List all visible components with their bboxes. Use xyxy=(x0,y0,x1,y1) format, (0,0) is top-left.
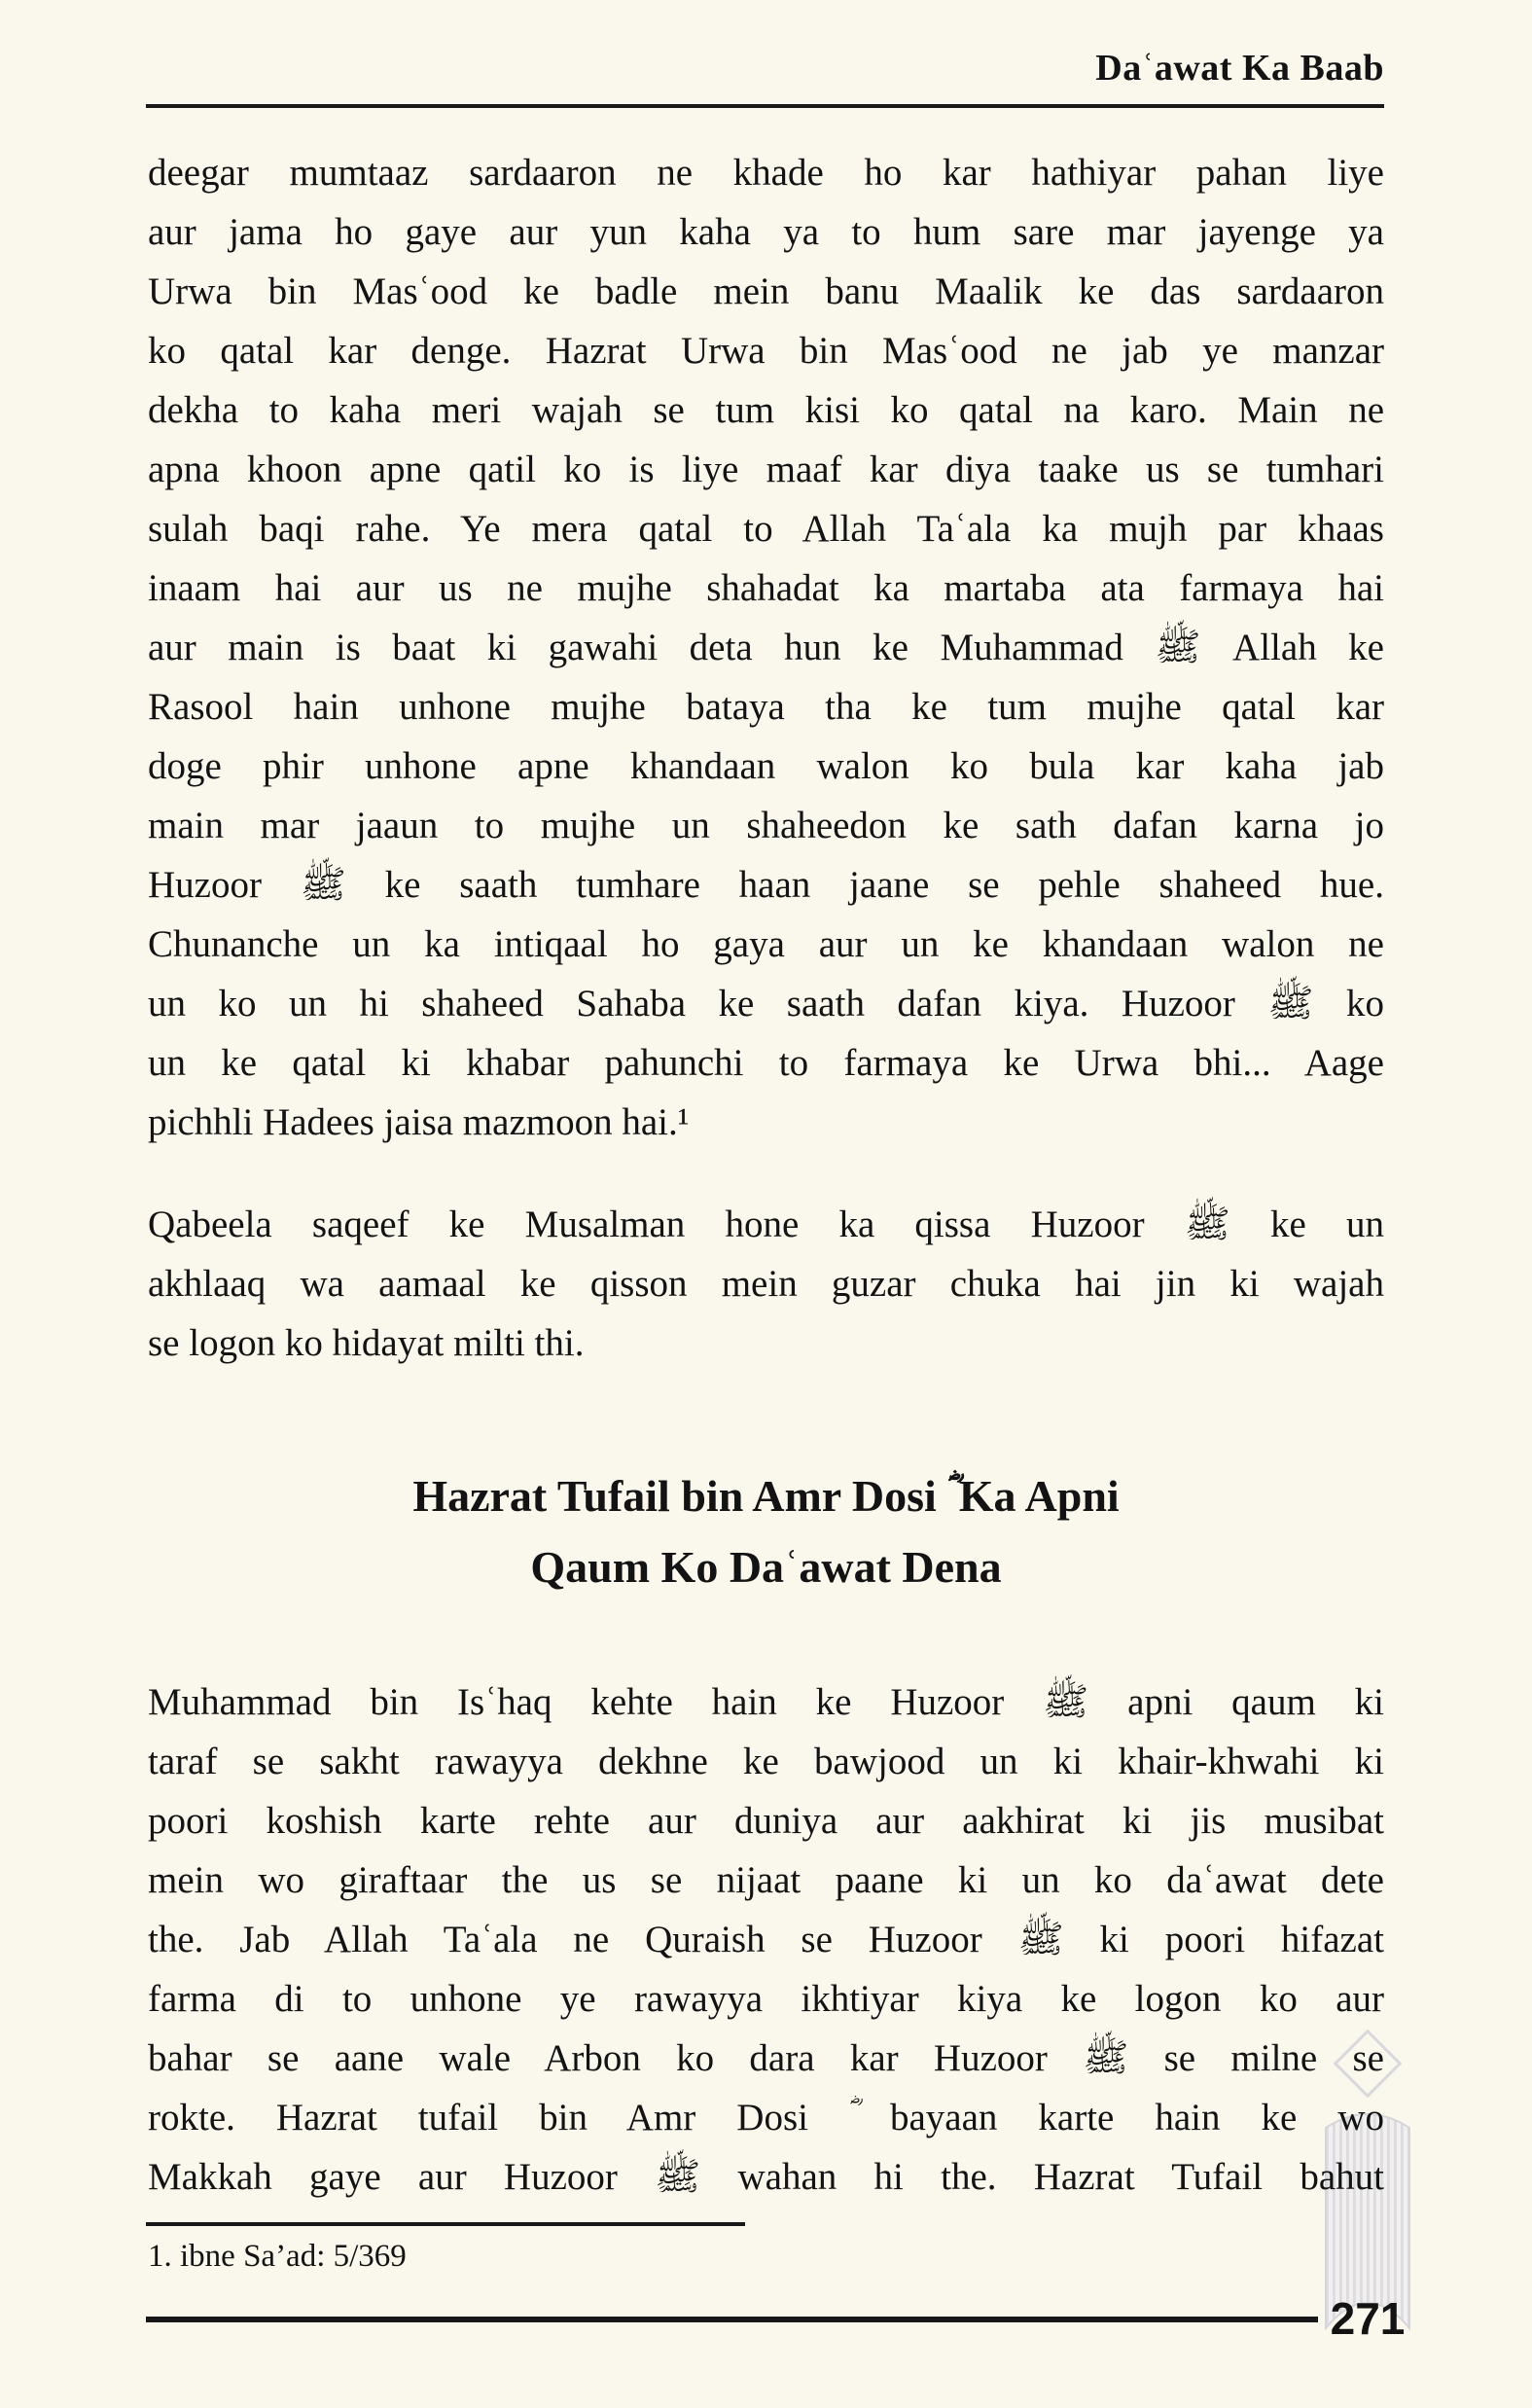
page-header-title: Daʿawat Ka Baab xyxy=(1095,48,1384,89)
section-heading xyxy=(148,1460,1384,1602)
text-line: Qabeela saqeef ke Musalman hone ka qissa Huzoor ﷺ ke un xyxy=(148,1204,1384,1245)
text-line: Makkah gaye aur Huzoor ﷺ wahan hi the. Hazrat Tufail bahut xyxy=(148,2156,1384,2198)
text-line: poori koshish karte rehte aur duniya aur aakhirat ki jis musibat xyxy=(148,1800,1384,1842)
text-line: Urwa bin Masʿood ke badle mein banu Maalik ke das sardaaron xyxy=(148,270,1384,312)
text-line: akhlaaq wa aamaal ke qisson mein guzar chuka hai jin ki wajah xyxy=(148,1263,1384,1305)
text-line: un ko un hi shaheed Sahaba ke saath dafan kiya. Huzoor ﷺ ko xyxy=(148,983,1384,1024)
text-line: sulah baqi rahe. Ye mera qatal to Allah Taʿala ka mujh par khaas xyxy=(148,508,1384,550)
section-heading-line: Qaum Ko Daʿawat Dena xyxy=(530,1542,1002,1592)
paragraph-3 xyxy=(148,1672,1384,2207)
paragraph-2 xyxy=(148,1195,1384,1373)
text-line: taraf se sakht rawayya dekhne ke bawjood un ki khair-khwahi ki xyxy=(148,1741,1384,1782)
text-line: pichhli Hadees jaisa mazmoon hai.¹ xyxy=(148,1101,690,1143)
text-line: mein wo giraftaar the us se nijaat paane ki un ko daʿawat dete xyxy=(148,1859,1384,1901)
text-line: Chunanche un ka intiqaal ho gaya aur un ke khandaan walon ne xyxy=(148,923,1384,965)
text-line: Muhammad bin Isʿhaq kehte hain ke Huzoor ﷺ apni qaum ki xyxy=(148,1681,1384,1723)
text-line: the. Jab Allah Taʿala ne Quraish se Huzoor ﷺ ki poori hifazat xyxy=(148,1919,1384,1960)
section-heading-line: Hazrat Tufail bin Amr Dosi ؓ Ka Apni xyxy=(412,1471,1120,1521)
text-line: aur jama ho gaye aur yun kaha ya to hum sare mar jayenge ya xyxy=(148,211,1384,253)
text-line: un ke qatal ki khabar pahunchi to farmaya ke Urwa bhi... Aage xyxy=(148,1042,1384,1084)
text-line: ko qatal kar denge. Hazrat Urwa bin Masʿood ne jab ye manzar xyxy=(148,330,1384,372)
text-line: main mar jaaun to mujhe un shaheedon ke sath dafan karna jo xyxy=(148,805,1384,846)
text-line: dekha to kaha meri wajah se tum kisi ko qatal na karo. Main ne xyxy=(148,389,1384,431)
footnote-text: 1. ibne Sa’ad: 5/369 xyxy=(148,2239,407,2274)
text-line: farma di to unhone ye rawayya ikhtiyar kiya ke logon ko aur xyxy=(148,1978,1384,2020)
text-line: bahar se aane wale Arbon ko dara kar Huzoor ﷺ se milne se xyxy=(148,2037,1384,2079)
text-line: rokte. Hazrat tufail bin Amr Dosi ؓ bayaan karte hain ke wo xyxy=(148,2097,1384,2138)
bottom-rule xyxy=(146,2317,1318,2322)
text-line: doge phir unhone apne khandaan walon ko bula kar kaha jab xyxy=(148,745,1384,787)
header-rule xyxy=(146,104,1384,108)
page-number: 271 xyxy=(1330,2293,1406,2344)
text-line: Huzoor ﷺ ke saath tumhare haan jaane se pehle shaheed hue. xyxy=(148,864,1384,906)
text-line: aur main is baat ki gawahi deta hun ke Muhammad ﷺ Allah ke xyxy=(148,627,1384,668)
text-line: apna khoon apne qatil ko is liye maaf kar diya taake us se tumhari xyxy=(148,449,1384,490)
text-line: inaam hai aur us ne mujhe shahadat ka martaba ata farmaya hai xyxy=(148,567,1384,609)
footnote-rule xyxy=(146,2222,745,2226)
text-line: Rasool hain unhone mujhe bataya tha ke tum mujhe qatal kar xyxy=(148,686,1384,728)
text-line: se logon ko hidayat milti thi. xyxy=(148,1322,585,1364)
paragraph-1 xyxy=(148,143,1384,1152)
text-line: deegar mumtaaz sardaaron ne khade ho kar hathiyar pahan liye xyxy=(148,152,1384,194)
